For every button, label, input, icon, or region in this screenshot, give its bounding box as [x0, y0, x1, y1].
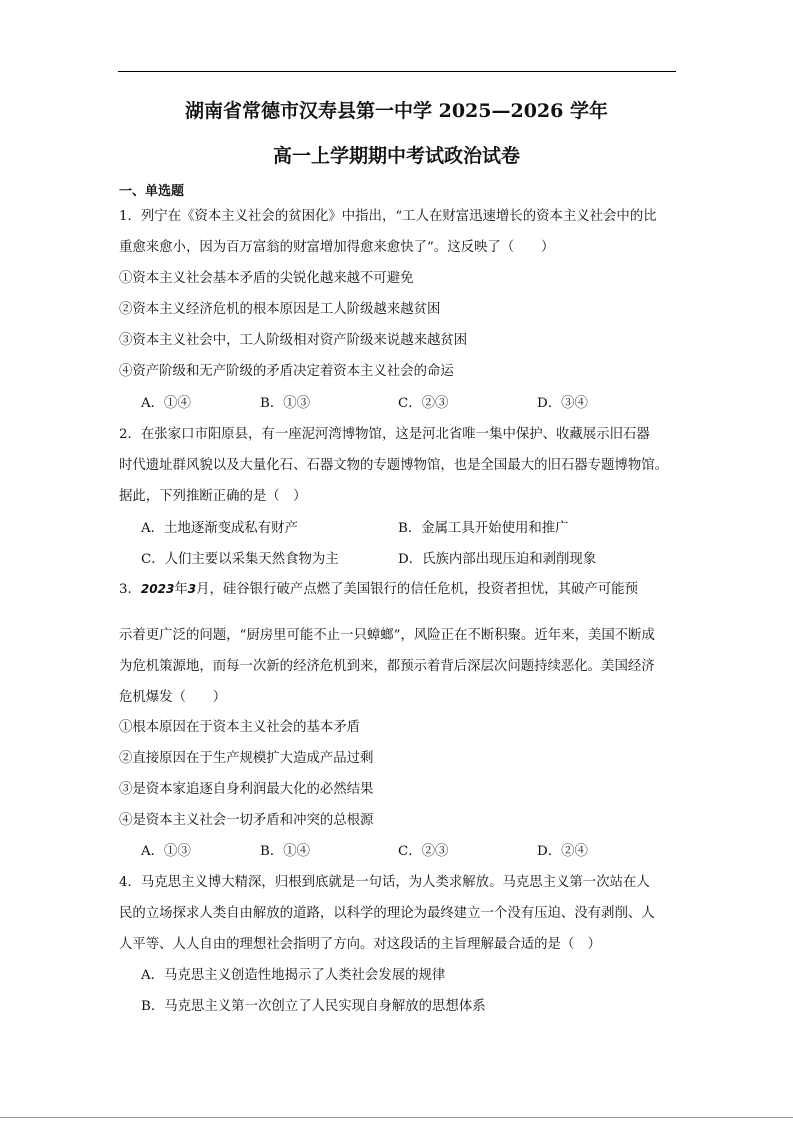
question-3-stem-rest: 月，硅谷银行破产点燃了美国银行的信任危机，投资者担忧，其破产可能预	[196, 582, 638, 597]
question-3-option-d[interactable]: D．②④	[537, 844, 588, 859]
page-bottom-edge	[0, 1117, 793, 1118]
question-1-statement-3: ③资本主义社会中，工人阶级相对资产阶级来说越来越贫困	[119, 333, 468, 348]
question-1-option-c[interactable]: C．②③	[398, 396, 449, 411]
question-4-option-a[interactable]: A．马克思主义创造性地揭示了人类社会发展的规律	[141, 968, 446, 983]
exam-title-line2: 高一上学期期中考试政治试卷	[272, 145, 520, 167]
question-4-option-b[interactable]: B．马克思主义第一次创立了人民实现自身解放的思想体系	[141, 999, 486, 1014]
question-3-year-unit: 年	[174, 582, 188, 597]
question-1-option-b[interactable]: B．①③	[260, 396, 311, 411]
question-2-stem-line-1: 2．在张家口市阳原县，有一座泥河湾博物馆，这是河北省唯一集中保护、收藏展示旧石器	[119, 427, 650, 442]
question-3-option-b[interactable]: B．①④	[260, 844, 311, 859]
question-2-option-a[interactable]: A．土地逐渐变成私有财产	[141, 521, 298, 536]
question-3-stem-line-3: 为危机策源地，而每一次新的经济危机到来，都预示着背后深层次问题持续恶化。美国经济	[119, 659, 655, 674]
question-4-stem-line-2: 民的立场探求人类自由解放的道路，以科学的理论为最终建立一个没有压迫、没有剥削、人	[119, 906, 655, 921]
question-3-stem-line-2: 示着更广泛的问题，“厨房里可能不止一只蟑螂”，风险正在不断积聚。近年来，美国不断成	[119, 628, 655, 643]
question-3-statement-2: ②直接原因在于生产规模扩大造成产品过剩	[119, 751, 374, 766]
question-3-statement-3: ③是资本家追逐自身利润最大化的必然结果	[119, 782, 374, 797]
question-3-month: 3	[187, 582, 197, 596]
question-1-statement-2: ②资本主义经济危机的根本原因是工人阶级越来越贫困	[119, 302, 441, 317]
header-rule	[118, 71, 676, 72]
question-3-statement-4: ④是资本主义社会一切矛盾和冲突的总根源	[119, 813, 374, 828]
question-2-option-c[interactable]: C．人们主要以采集天然食物为主	[141, 552, 339, 567]
question-1-statement-4: ④资产阶级和无产阶级的矛盾决定着资本主义社会的命运	[119, 364, 454, 379]
question-2-stem-line-2: 时代遗址群风貌以及大量化石、石器文物的专题博物馆，也是全国最大的旧石器专题博物馆。	[119, 458, 669, 473]
question-1-stem-line-1: 1．列宁在《资本主义社会的贫困化》中指出，“工人在财富迅速增长的资本主义社会中的比	[119, 209, 657, 224]
question-3-option-c[interactable]: C．②③	[398, 844, 449, 859]
section-heading: 一、单选题	[119, 184, 185, 199]
question-2-option-d[interactable]: D．氏族内部出现压迫和剥削现象	[398, 552, 597, 567]
question-2-option-b[interactable]: B．金属工具开始使用和推广	[398, 521, 569, 536]
question-3-statement-1: ①根本原因在于资本主义社会的基本矛盾	[119, 720, 361, 735]
question-1-statement-1: ①资本主义社会基本矛盾的尖锐化越来越不可避免	[119, 271, 414, 286]
question-3-stem-line-4: 危机爆发（ ）	[119, 690, 227, 705]
question-4-stem-line-1: 4．马克思主义博大精深，归根到底就是一句话，为人类求解放。马克思主义第一次站在人	[119, 875, 650, 890]
question-1-stem-line-2: 重愈来愈小，因为百万富翁的财富增加得愈来愈快了”。这反映了（ ）	[119, 240, 555, 255]
question-3-stem-line-1	[119, 578, 638, 597]
question-2-stem-line-3: 据此，下列推断正确的是（ ）	[119, 489, 307, 504]
question-3-option-a[interactable]: A．①③	[141, 844, 191, 859]
question-1-option-a[interactable]: A．①④	[141, 396, 191, 411]
question-1-option-d[interactable]: D．③④	[537, 396, 588, 411]
question-3-number: 3．	[119, 582, 141, 597]
exam-title-line1: 湖南省常德市汉寿县第一中学 2025—2026 学年	[185, 100, 608, 122]
question-3-year: 2023	[140, 582, 175, 596]
question-4-stem-line-3: 人平等、人人自由的理想社会指明了方向。对这段话的主旨理解最合适的是（ ）	[119, 937, 602, 952]
